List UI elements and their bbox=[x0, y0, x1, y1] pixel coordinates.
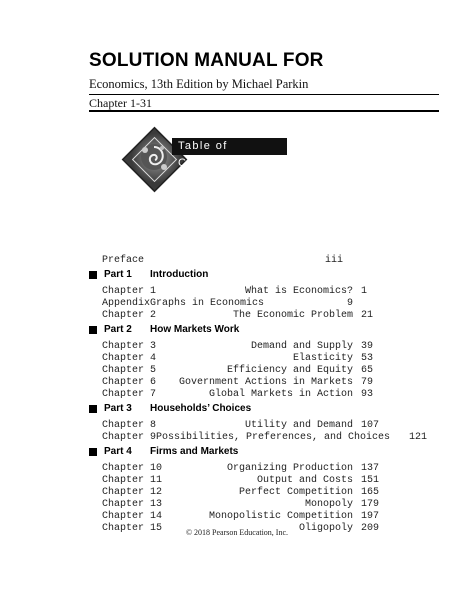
copyright-footer: © 2018 Pearson Education, Inc. bbox=[185, 528, 289, 537]
part-title: How Markets Work bbox=[150, 324, 240, 335]
toc-entry-page: 79 bbox=[361, 377, 374, 388]
toc-entry-page: 65 bbox=[361, 365, 374, 376]
toc-entry-title: Graphs in Economics bbox=[150, 298, 265, 309]
part-title: Introduction bbox=[150, 269, 209, 280]
toc-entry-title: Organizing Production bbox=[226, 463, 353, 474]
toc-entry-page: 93 bbox=[361, 389, 374, 400]
toc-entry-row[interactable] bbox=[89, 286, 429, 298]
toc-entry-page: 165 bbox=[361, 487, 380, 498]
toc-entry-row[interactable] bbox=[89, 389, 429, 401]
toc-entry-chapter: Chapter 4 bbox=[102, 353, 157, 364]
toc-entry-row[interactable] bbox=[89, 310, 429, 322]
toc-entry-row[interactable] bbox=[89, 487, 429, 499]
toc-entry-page: 151 bbox=[361, 475, 380, 486]
toc-entry-title: Monopoly bbox=[304, 499, 353, 510]
toc-entry-page: 9 bbox=[347, 298, 354, 309]
square-bullet-icon bbox=[89, 271, 97, 279]
toc-entry-title: Oligopoly bbox=[298, 523, 353, 534]
toc-entry-page: 21 bbox=[361, 310, 374, 321]
part-number: Part 3 bbox=[104, 403, 132, 414]
toc-entry-row[interactable] bbox=[89, 432, 429, 444]
toc-entry-title: Monopolistic Competition bbox=[208, 511, 353, 522]
toc-entry-chapter: Chapter 10 bbox=[102, 463, 163, 474]
toc-entry-chapter: Appendix bbox=[102, 298, 151, 309]
toc-entry-chapter: Chapter 12 bbox=[102, 487, 163, 498]
toc-entry-page: 1 bbox=[361, 286, 368, 297]
toc-entry-title: Global Markets in Action bbox=[208, 389, 353, 400]
toc-entry-chapter: Chapter 1 bbox=[102, 286, 157, 297]
toc-entry-chapter: Chapter 11 bbox=[102, 475, 163, 486]
toc-entry-title: Output and Costs bbox=[256, 475, 353, 486]
toc-entry-title: What is Economics? bbox=[244, 286, 353, 297]
toc-entry-page: 137 bbox=[361, 463, 380, 474]
toc-entry-page: 179 bbox=[361, 499, 380, 510]
toc-entry-row[interactable] bbox=[89, 499, 429, 511]
toc-entry-row[interactable] bbox=[89, 341, 429, 353]
toc-entry-chapter: Chapter 7 bbox=[102, 389, 157, 400]
toc-entry-page: 39 bbox=[361, 341, 374, 352]
toc-entry-title: The Economic Problem bbox=[232, 310, 353, 321]
part-heading-2 bbox=[89, 322, 429, 337]
toc-entry-title: Utility and Demand bbox=[244, 420, 353, 431]
square-bullet-icon bbox=[89, 448, 97, 456]
toc-entry-row[interactable] bbox=[89, 511, 429, 523]
part-number: Part 1 bbox=[104, 269, 132, 280]
part-title: Households’ Choices bbox=[150, 403, 252, 414]
toc-entry-page: 121 bbox=[409, 432, 428, 443]
toc-entry-chapter: Chapter 6 bbox=[102, 377, 157, 388]
toc-entry-row[interactable] bbox=[89, 475, 429, 487]
toc-preface-row[interactable] bbox=[89, 255, 429, 267]
toc-entry-chapter: Chapter 14 bbox=[102, 511, 163, 522]
document-title: SOLUTION MANUAL FOR bbox=[89, 50, 324, 71]
part-heading-1 bbox=[89, 267, 429, 282]
toc-preface-page: iii bbox=[325, 255, 344, 266]
square-bullet-icon bbox=[89, 405, 97, 413]
document-subtitle: Economics, 13th Edition by Michael Parkin bbox=[89, 77, 309, 91]
toc-entry-row[interactable] bbox=[89, 365, 429, 377]
toc-entry-chapter: Chapter 15 bbox=[102, 523, 163, 534]
table-of-contents bbox=[89, 255, 429, 535]
toc-entry-chapter: Chapter 5 bbox=[102, 365, 157, 376]
toc-entry-page: 107 bbox=[361, 420, 380, 431]
toc-entry-page: 197 bbox=[361, 511, 380, 522]
toc-entry-chapter: Chapter 3 bbox=[102, 341, 157, 352]
toc-entry-row[interactable] bbox=[89, 420, 429, 432]
part-title: Firms and Markets bbox=[150, 446, 239, 457]
toc-entry-row[interactable] bbox=[89, 377, 429, 389]
toc-entry-page: 209 bbox=[361, 523, 380, 534]
chapter-range: Chapter 1-31 bbox=[89, 96, 152, 110]
toc-entry-row[interactable] bbox=[89, 463, 429, 475]
part-number: Part 4 bbox=[104, 446, 132, 457]
toc-entry-title: Elasticity bbox=[292, 353, 353, 364]
square-bullet-icon bbox=[89, 326, 97, 334]
toc-entry-title: Possibilities, Preferences, and Choices bbox=[156, 432, 391, 443]
toc-entry-page: 53 bbox=[361, 353, 374, 364]
part-heading-4 bbox=[89, 444, 429, 459]
part-number: Part 2 bbox=[104, 324, 132, 335]
toc-entry-title: Perfect Competition bbox=[238, 487, 353, 498]
toc-entry-title: Demand and Supply bbox=[250, 341, 353, 352]
header-rule bbox=[89, 110, 439, 112]
toc-entry-title: Efficiency and Equity bbox=[226, 365, 353, 376]
toc-preface-label: Preface bbox=[102, 255, 145, 266]
part-heading-3 bbox=[89, 401, 429, 416]
table-of-contents-banner: Table of Contents bbox=[172, 138, 287, 155]
toc-entry-title: Government Actions in Markets bbox=[178, 377, 353, 388]
toc-entry-row[interactable] bbox=[89, 298, 429, 310]
title-rule bbox=[89, 94, 439, 95]
toc-entry-row[interactable] bbox=[89, 353, 429, 365]
toc-entry-chapter: Chapter 2 bbox=[102, 310, 157, 321]
toc-entry-chapter: Chapter 9 bbox=[102, 432, 157, 443]
toc-entry-chapter: Chapter 13 bbox=[102, 499, 163, 510]
toc-entry-chapter: Chapter 8 bbox=[102, 420, 157, 431]
